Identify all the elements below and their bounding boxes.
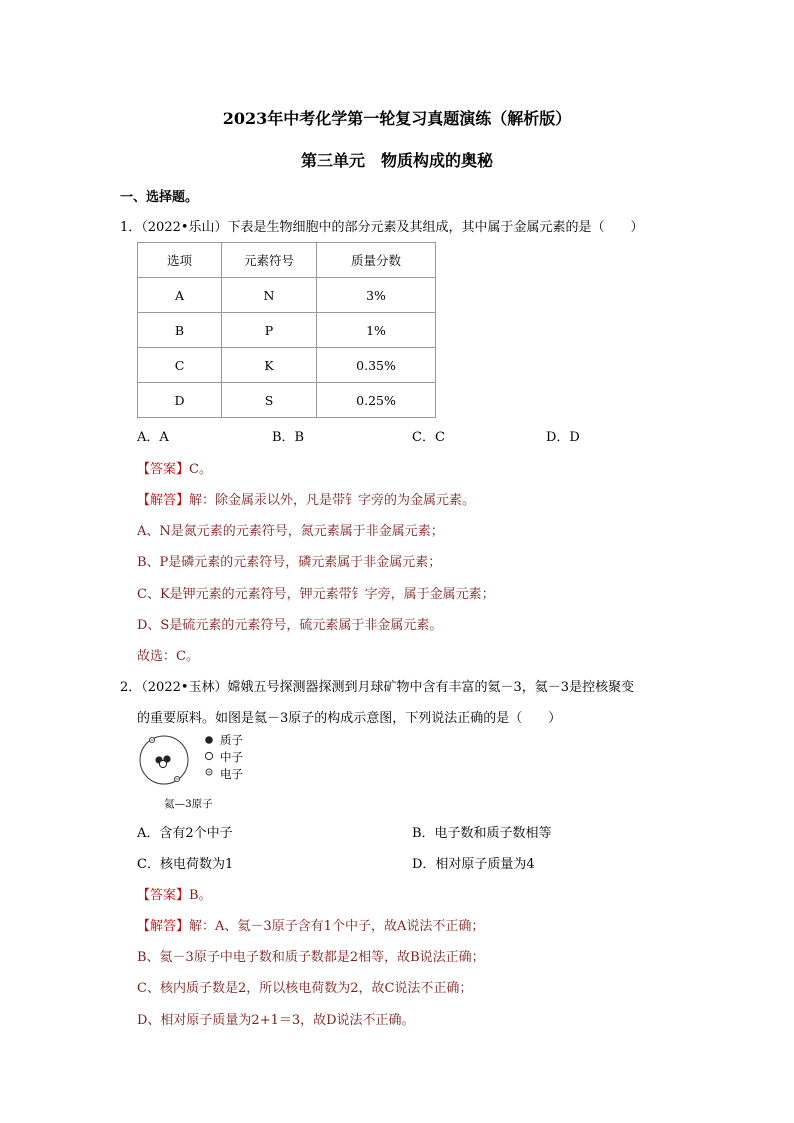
option-d: D．相对原子质量为4 — [412, 857, 535, 872]
table-header: 质量分数 — [317, 243, 436, 278]
page-title: 2023年中考化学第一轮复习真题演练（解析版） — [222, 109, 572, 128]
answer-line — [137, 884, 212, 903]
analysis-tag: 【解答】 — [137, 493, 190, 508]
table-cell: C — [138, 348, 222, 383]
table-row — [138, 313, 436, 348]
analysis-item: A、N是氮元素的元素符号，氮元素属于非金属元素； — [137, 524, 444, 539]
helium3-atom-diagram — [136, 734, 192, 786]
section-heading: 一、选择题。 — [120, 190, 199, 205]
figure-caption: 氦—3原子 — [164, 798, 213, 810]
legend-proton: 质子 — [220, 733, 243, 747]
unit-title: 第三单元 物质构成的奥秘 — [300, 151, 493, 170]
table-header-row — [138, 243, 436, 278]
table-cell: N — [222, 278, 317, 313]
neutron-legend-icon — [205, 752, 212, 759]
table-header: 选项 — [138, 243, 222, 278]
table-row — [138, 278, 436, 313]
table-header: 元素符号 — [222, 243, 317, 278]
legend-electron: 电子 — [220, 767, 243, 781]
element-table — [137, 242, 436, 418]
table-cell: A — [138, 278, 222, 313]
analysis-item: B、氦－3原子中电子数和质子数都是2相等，故B说法正确； — [137, 950, 485, 965]
table-row — [138, 348, 436, 383]
option-d: D．D — [546, 430, 580, 445]
table-cell: D — [138, 383, 222, 418]
option-c: C．核电荷数为1 — [137, 857, 234, 872]
table-cell: 0.25% — [317, 383, 436, 418]
table-cell: K — [222, 348, 317, 383]
answer-tag: 【答案】 — [137, 462, 190, 477]
legend-neutron: 中子 — [220, 750, 243, 764]
legend-icons — [203, 735, 215, 779]
conclusion: 故选：C。 — [137, 649, 199, 664]
analysis-text: 解：A、氦－3原子含有1个中子，故A说法不正确； — [189, 919, 485, 934]
option-b: B．B — [272, 430, 305, 445]
answer-value: B。 — [189, 888, 212, 903]
question-1-stem: 1．（2022•乐山）下表是生物细胞中的部分元素及其组成，其中属于金属元素的是（ ） — [120, 220, 644, 235]
question-2-stem: 2．（2022•玉林）嫦娥五号探测器探测到月球矿物中含有丰富的氦－3，氦－3是控核聚变 — [120, 680, 635, 695]
table-cell: 3% — [317, 278, 436, 313]
option-c: C．C — [412, 430, 445, 445]
neutron-icon — [159, 760, 166, 767]
analysis-tag: 【解答】 — [137, 919, 190, 934]
answer-value: C。 — [189, 462, 212, 477]
table-cell: 0.35% — [317, 348, 436, 383]
analysis-item: C、核内质子数是2，所以核电荷数为2，故C说法不正确； — [137, 981, 473, 996]
answer-line — [137, 458, 212, 477]
analysis-item: B、P是磷元素的元素符号，磷元素属于非金属元素； — [137, 555, 442, 570]
proton-legend-icon — [205, 736, 213, 744]
option-b: B．电子数和质子数相等 — [412, 826, 552, 841]
analysis-item: D、S是硫元素的元素符号，硫元素属于非金属元素。 — [137, 618, 443, 633]
analysis-line — [137, 915, 484, 934]
analysis-text: 解：除金属汞以外，凡是带钅字旁的为金属元素。 — [189, 493, 476, 508]
table-cell: S — [222, 383, 317, 418]
table-row — [138, 383, 436, 418]
table-cell: P — [222, 313, 317, 348]
analysis-item: D、相对原子质量为2+1＝3，故D说法不正确。 — [137, 1013, 415, 1028]
table-cell: 1% — [317, 313, 436, 348]
option-a: A．含有2个中子 — [137, 826, 233, 841]
analysis-line — [137, 489, 475, 508]
analysis-item: C、K是钾元素的元素符号，钾元素带钅字旁，属于金属元素； — [137, 587, 495, 602]
answer-tag: 【答案】 — [137, 888, 190, 903]
option-a: A．A — [137, 430, 169, 445]
table-cell: B — [138, 313, 222, 348]
question-2-stem-cont: 的重要原料。如图是氦－3原子的构成示意图，下列说法正确的是（ ） — [137, 711, 562, 726]
